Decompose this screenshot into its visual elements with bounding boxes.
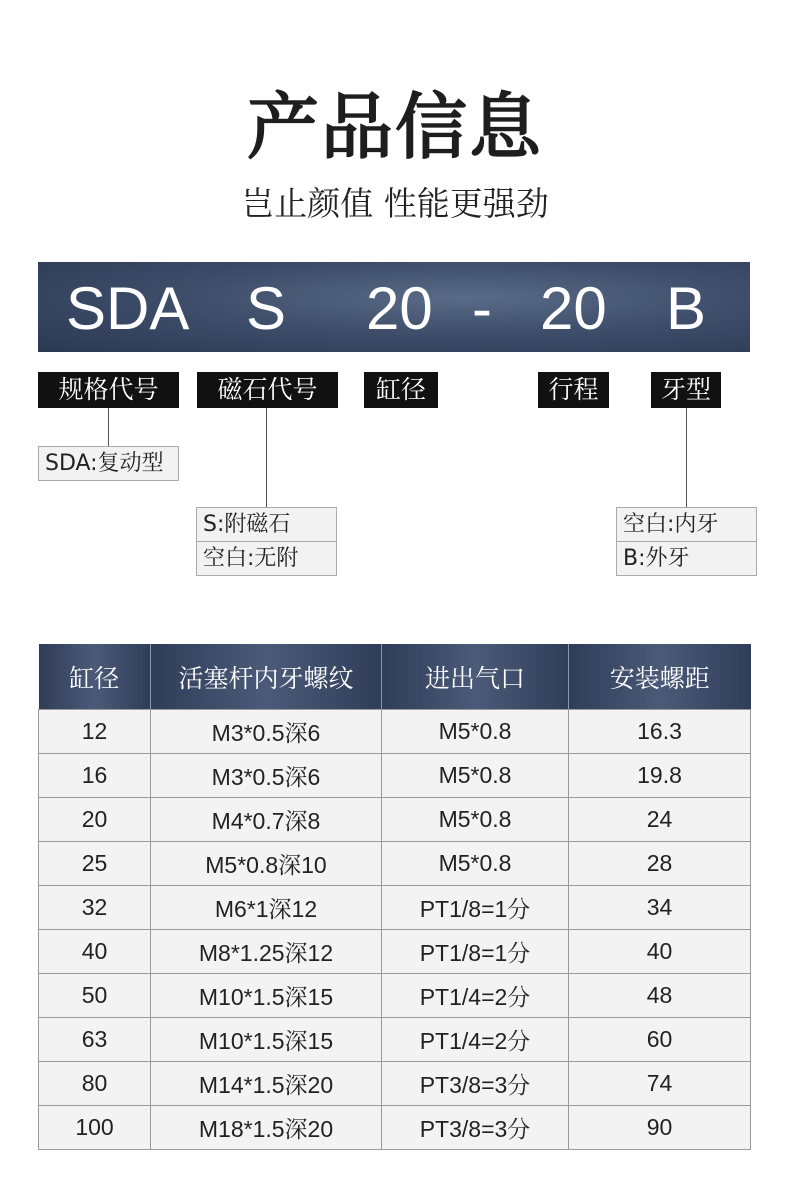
code-thread: B [666,275,707,342]
cell-bore: 12 [39,710,151,754]
cell-mount-pitch: 74 [569,1062,751,1106]
cell-mount-pitch: 90 [569,1106,751,1150]
tag-stroke: 行程 [538,372,609,408]
cell-mount-pitch: 34 [569,886,751,930]
cell-air-port: M5*0.8 [382,842,569,886]
cell-air-port: PT3/8=3分 [382,1106,569,1150]
table-row [39,1062,751,1106]
option-spec-double-acting: SDA:复动型 [38,446,179,481]
table-row [39,974,751,1018]
cell-air-port: PT1/8=1分 [382,930,569,974]
table-row [39,886,751,930]
option-thread-internal: 空白:内牙 [616,507,757,542]
code-magnet: S [246,275,287,342]
code-stroke: 20 [540,275,607,342]
cell-bore: 100 [39,1106,151,1150]
table-row [39,1018,751,1062]
cell-mount-pitch: 40 [569,930,751,974]
cell-air-port: PT1/4=2分 [382,1018,569,1062]
cell-rod-thread: M3*0.5深6 [151,754,382,798]
table-row [39,842,751,886]
option-magnet-none: 空白:无附 [196,541,337,576]
cell-air-port: M5*0.8 [382,798,569,842]
cell-rod-thread: M14*1.5深20 [151,1062,382,1106]
header-rod-thread: 活塞杆内牙螺纹 [151,644,382,710]
cell-air-port: PT1/8=1分 [382,886,569,930]
connector-line [108,408,109,446]
connector-line [686,408,687,507]
cell-bore: 63 [39,1018,151,1062]
cell-bore: 16 [39,754,151,798]
table-header-row [39,644,751,710]
spec-table [38,644,751,1150]
cell-bore: 50 [39,974,151,1018]
header-air-port: 进出气口 [382,644,569,710]
table-row [39,798,751,842]
cell-bore: 20 [39,798,151,842]
cell-bore: 80 [39,1062,151,1106]
cell-rod-thread: M6*1深12 [151,886,382,930]
option-thread-external: B:外牙 [616,541,757,576]
cell-bore: 25 [39,842,151,886]
tag-bore: 缸径 [364,372,438,408]
cell-mount-pitch: 24 [569,798,751,842]
cell-rod-thread: M18*1.5深20 [151,1106,382,1150]
tag-spec-code: 规格代号 [38,372,179,408]
cell-mount-pitch: 60 [569,1018,751,1062]
cell-rod-thread: M4*0.7深8 [151,798,382,842]
cell-bore: 40 [39,930,151,974]
cell-rod-thread: M3*0.5深6 [151,710,382,754]
cell-rod-thread: M8*1.25深12 [151,930,382,974]
cell-rod-thread: M10*1.5深15 [151,1018,382,1062]
table-row [39,710,751,754]
tag-thread-type: 牙型 [651,372,721,408]
option-magnet-attached: S:附磁石 [196,507,337,542]
cell-air-port: M5*0.8 [382,710,569,754]
model-code-banner [38,262,750,352]
header-mount-pitch: 安装螺距 [569,644,751,710]
cell-air-port: PT1/4=2分 [382,974,569,1018]
code-bore: 20 [366,275,433,342]
code-dash: - [472,275,492,342]
code-series: SDA [66,275,190,342]
connector-line [266,408,267,507]
cell-mount-pitch: 19.8 [569,754,751,798]
cell-mount-pitch: 16.3 [569,710,751,754]
cell-air-port: PT3/8=3分 [382,1062,569,1106]
cell-mount-pitch: 48 [569,974,751,1018]
page-subtitle: 岂止颜值 性能更强劲 [241,184,549,223]
cell-mount-pitch: 28 [569,842,751,886]
page-title: 产品信息 [246,85,543,169]
cell-bore: 32 [39,886,151,930]
cell-rod-thread: M10*1.5深15 [151,974,382,1018]
table-row [39,1106,751,1150]
cell-rod-thread: M5*0.8深10 [151,842,382,886]
header-bore: 缸径 [39,644,151,710]
tag-magnet-code: 磁石代号 [197,372,338,408]
table-row [39,754,751,798]
table-row [39,930,751,974]
cell-air-port: M5*0.8 [382,754,569,798]
